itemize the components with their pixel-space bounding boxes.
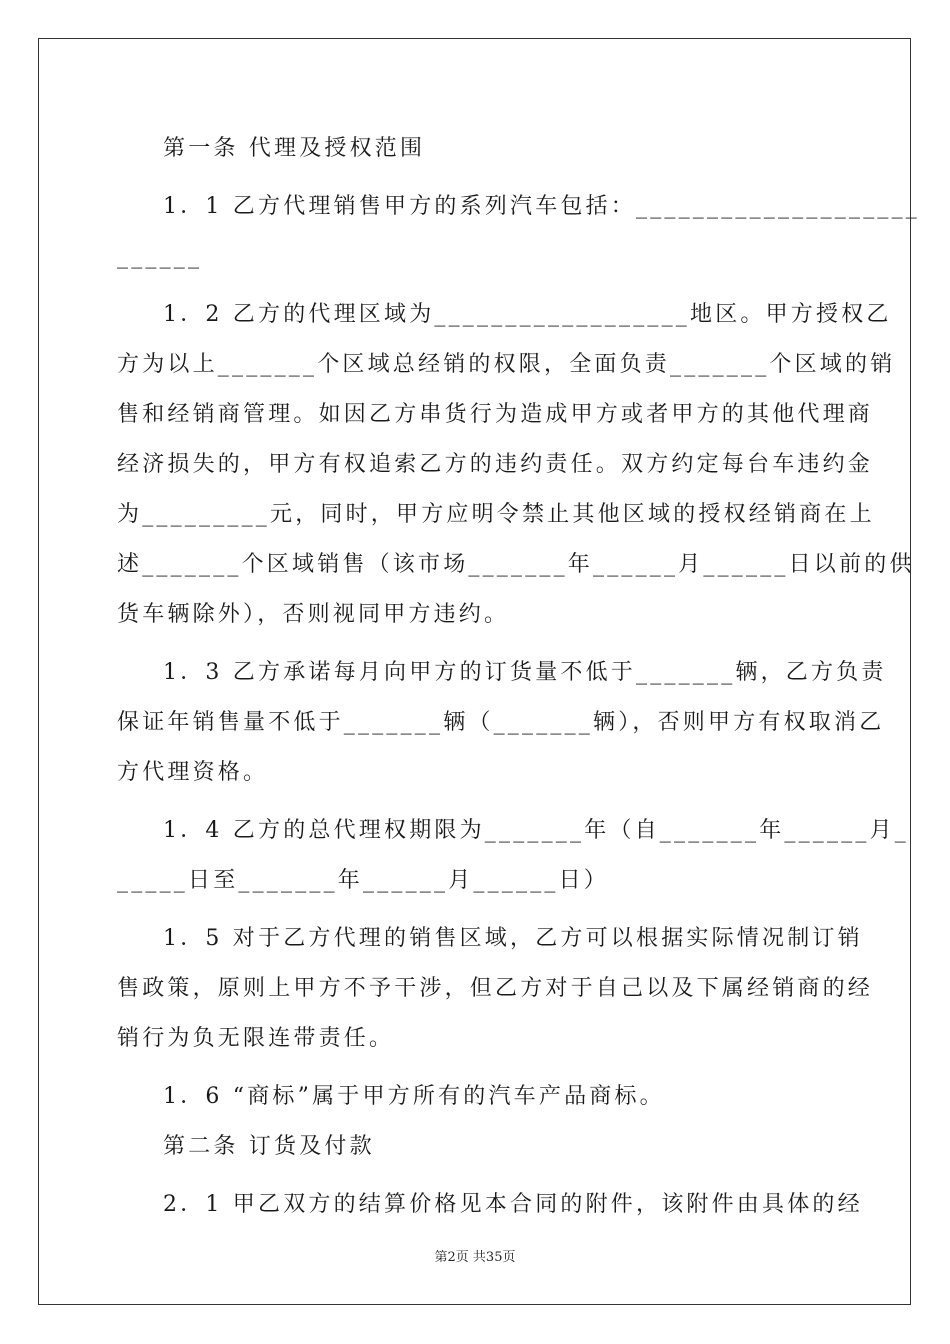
clause-1-2-line2: 方为以上_______个区域总经销的权限，全面负责_______个区域的销 [117,352,896,377]
section-heading-2: 第二条 订货及付款 [163,1134,375,1159]
clause-1-5-line3: 销行为负无限连带责任。 [117,1026,395,1051]
clause-1-2-line5: 为_________元，同时，甲方应明令禁止其他区域的授权经销商在上 [117,502,875,527]
clause-1-2: 1．2 乙方的代理区域为__________________地区。甲方授权乙 [163,302,892,327]
clause-1-4-line2: _____日至_______年______月______日） [117,868,610,893]
clause-1-3-line2: 保证年销售量不低于_______辆（_______辆），否则甲方有权取消乙 [117,710,885,735]
clause-1-5-line2: 售政策，原则上甲方不予干涉，但乙方对于自己以及下属经销商的经 [117,976,874,1001]
page-number: 第2页 共35页 [434,1250,516,1265]
clause-1-3-line3: 方代理资格。 [117,760,269,785]
clause-1-4: 1．4 乙方的总代理权期限为_______年（自_______年______月_ [163,818,909,843]
clause-1-2-line7: 货车辆除外），否则视同甲方违约。 [117,602,510,627]
clause-2-1: 2．1 甲乙双方的结算价格见本合同的附件，该附件由具体的经 [163,1192,863,1217]
document-body [117,124,920,1230]
clause-1-2-line4: 经济损失的，甲方有权追索乙方的违约责任。双方约定每台车违约金 [117,452,874,477]
clause-1-1-cont: ______ [117,244,203,269]
clause-1-6: 1．6 “商标”属于甲方所有的汽车产品商标。 [163,1084,665,1109]
section-heading-1: 第一条 代理及授权范围 [163,136,426,161]
clause-1-2-line3: 售和经销商管理。如因乙方串货行为造成甲方或者甲方的其他代理商 [117,402,874,427]
clause-1-1: 1．1 乙方代理销售甲方的系列汽车包括：____________________ [163,194,920,219]
clause-1-5: 1．5 对于乙方代理的销售区域，乙方可以根据实际情况制订销 [163,926,863,951]
clause-1-2-line6: 述_______个区域销售（该市场_______年______月______日以前的供 [117,552,915,577]
clause-1-3: 1．3 乙方承诺每月向甲方的订货量不低于_______辆，乙方负责 [163,660,887,685]
